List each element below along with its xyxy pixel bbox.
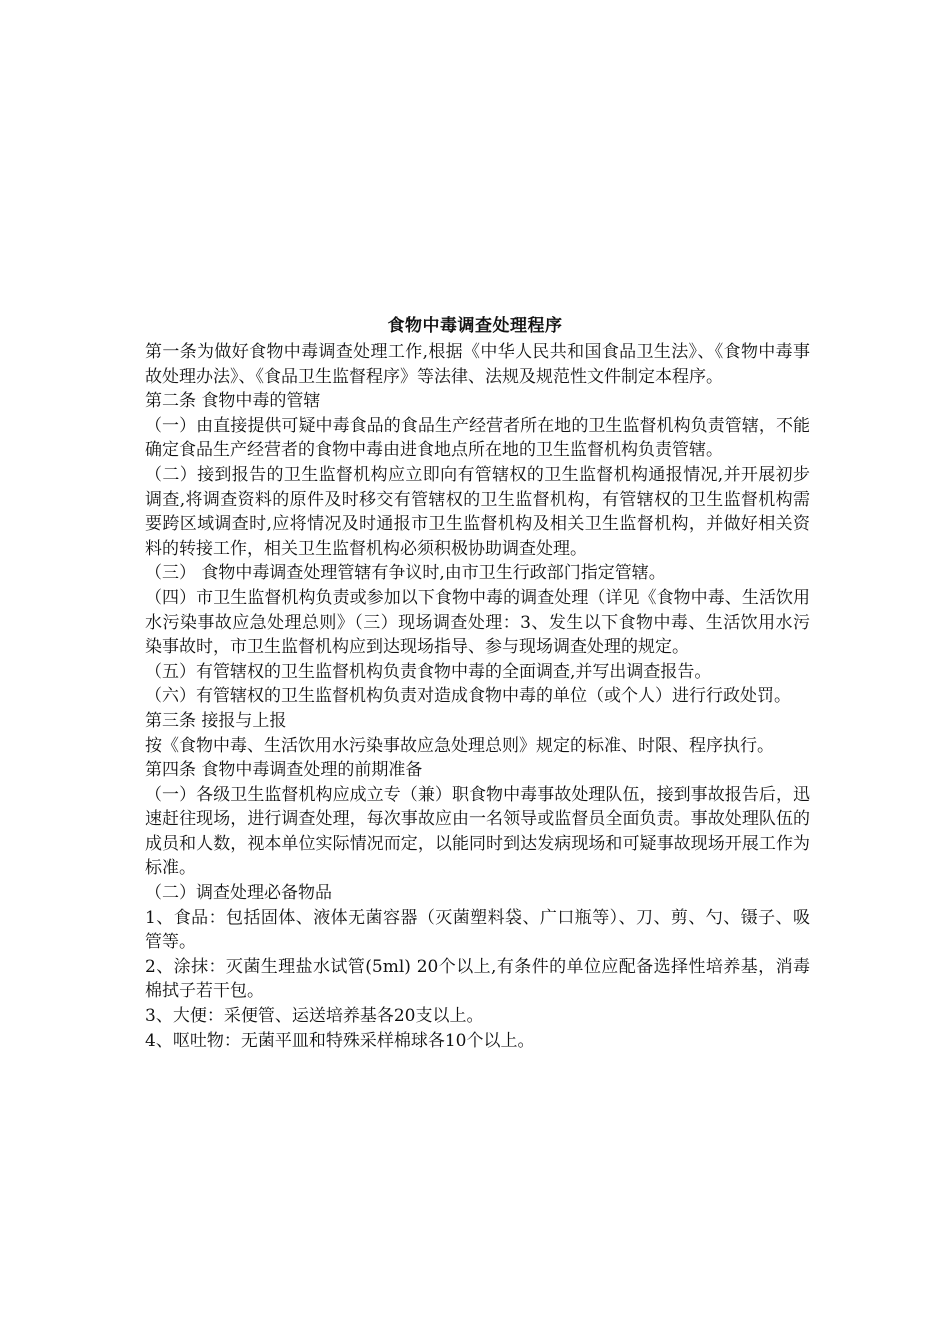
paragraph: 按《食物中毒、生活饮用水污染事故应急处理总则》规定的标准、时限、程序执行。 — [145, 735, 774, 756]
paragraph: （三） 食物中毒调查处理管辖有争议时,由市卫生行政部门指定管辖。 — [145, 563, 666, 584]
paragraph: 第一条为做好食物中毒调查处理工作,根据《中华人民共和国食品卫生法》、《食物中毒事故处理办法》、《食品卫生监督程序》等法律、法规及规范性文件制定本程序。 — [145, 342, 810, 387]
section-heading: 第四条 食物中毒调查处理的前期准备 — [145, 760, 423, 781]
list-item: 3、大便：采便管、运送培养基各20支以上。 — [145, 1006, 484, 1027]
subsection-heading: （二）调查处理必备物品 — [145, 883, 332, 904]
paragraph: （一）各级卫生监督机构应成立专（兼）职食物中毒事故处理队伍，接到事故报告后，迅速赶往现场，进行调查处理，每次事故应由一名领导或监督员全面负责。事故处理队伍的成员和人数，视本单位实际情况而定，以能同时到达发病现场和可疑事故现场开展工作为标准。 — [145, 784, 810, 879]
section-heading: 第三条 接报与上报 — [145, 710, 287, 731]
document-body — [145, 340, 810, 1053]
paragraph: （六）有管辖权的卫生监督机构负责对造成食物中毒的单位（或个人）进行行政处罚。 — [145, 686, 791, 707]
list-item: 2、涂抹：灭菌生理盐水试管(5ml) 20个以上,有条件的单位应配备选择性培养基，消毒棉拭子若干包。 — [145, 956, 810, 1002]
paragraph: （五）有管辖权的卫生监督机构负责食物中毒的全面调查,并写出调查报告。 — [145, 661, 712, 682]
paragraph: （一）由直接提供可疑中毒食品的食品生产经营者所在地的卫生监督机构负责管辖，不能确定食品生产经营者的食物中毒由进食地点所在地的卫生监督机构负责管辖。 — [145, 415, 810, 461]
section-heading: 第二条 食物中毒的管辖 — [145, 391, 321, 412]
paragraph: （二）接到报告的卫生监督机构应立即向有管辖权的卫生监督机构通报情况,并开展初步调查,将调查资料的原件及时移交有管辖权的卫生监督机构，有管辖权的卫生监督机构需要跨区域调查时,应将情况及时通报市卫生监督机构及相关卫生监督机构，并做好相关资料的转接工作，相关卫生监督机构必须积极协助调查处理。 — [145, 464, 810, 559]
document-title: 食物中毒调查处理程序 — [387, 316, 563, 336]
list-item: 1、食品：包括固体、液体无菌容器（灭菌塑料袋、广口瓶等）、刀、剪、勺、镊子、吸管等。 — [145, 907, 810, 953]
paragraph: （四）市卫生监督机构负责或参加以下食物中毒的调查处理（详见《食物中毒、生活饮用水污染事故应急处理总则》（三）现场调查处理：3、发生以下食物中毒、生活饮用水污染事故时，市卫生监督机构应到达现场指导、参与现场调查处理的规定。 — [145, 587, 810, 658]
list-item: 4、呕吐物：无菌平皿和特殊采样棉球各10个以上。 — [145, 1030, 535, 1051]
